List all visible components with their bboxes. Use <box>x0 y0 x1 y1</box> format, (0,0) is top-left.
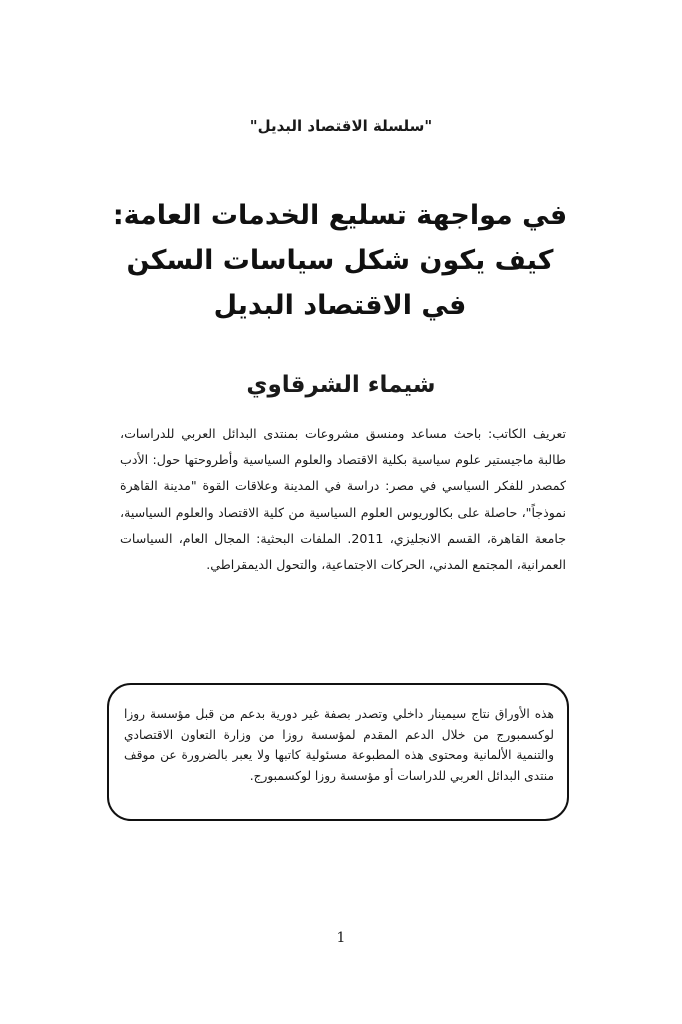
series-title: "سلسلة الاقتصاد البديل" <box>249 117 433 135</box>
main-title-line-2: كيف يكون شكل سياسات السكن <box>126 245 554 276</box>
disclaimer-text: هذه الأوراق نتاج سيمينار داخلي وتصدر بصفة غير دورية بدعم من قبل مؤسسة روزا لوكسمبورج من خلال الدعم المقدم لمؤسسة روزا من وزارة التعاون الاقتصادي والتنمية الألمانية ومحتوى هذه المطبوعة مسئولية كاتبها ولا يعبر بالضرورة عن موقف منتدى البدائل العربي للدراسات أو مؤسسة روزا لوكسمبورج. <box>124 707 554 783</box>
main-title <box>90 193 590 328</box>
page-number: 1 <box>336 930 346 946</box>
author-bio: تعريف الكاتب: باحث مساعد ومنسق مشروعات بمنتدى البدائل العربي للدراسات، طالبة ماجيستير علوم سياسية بكلية الاقتصاد والعلوم السياسية وأطروحتها حول: الأدب كمصدر للفكر السياسي في مصر: دراسة في المدينة وعلاقات القوة "مدينة القاهرة نموذجاً"، حاصلة على بكالوريوس العلوم السياسية من كلية الاقتصاد والعلوم السياسية، جامعة القاهرة، القسم الانجليزي، 2011. الملفات البحثية: المجال العام، السياسات العمرانية، المجتمع المدني، الحركات الاجتماعية، والتحول الديمقراطي. <box>120 426 566 573</box>
main-title-line-3: في الاقتصاد البديل <box>213 290 467 321</box>
main-title-line-1: في مواجهة تسليع الخدمات العامة: <box>112 200 568 231</box>
author-name: شيماء الشرقاوي <box>246 372 436 398</box>
